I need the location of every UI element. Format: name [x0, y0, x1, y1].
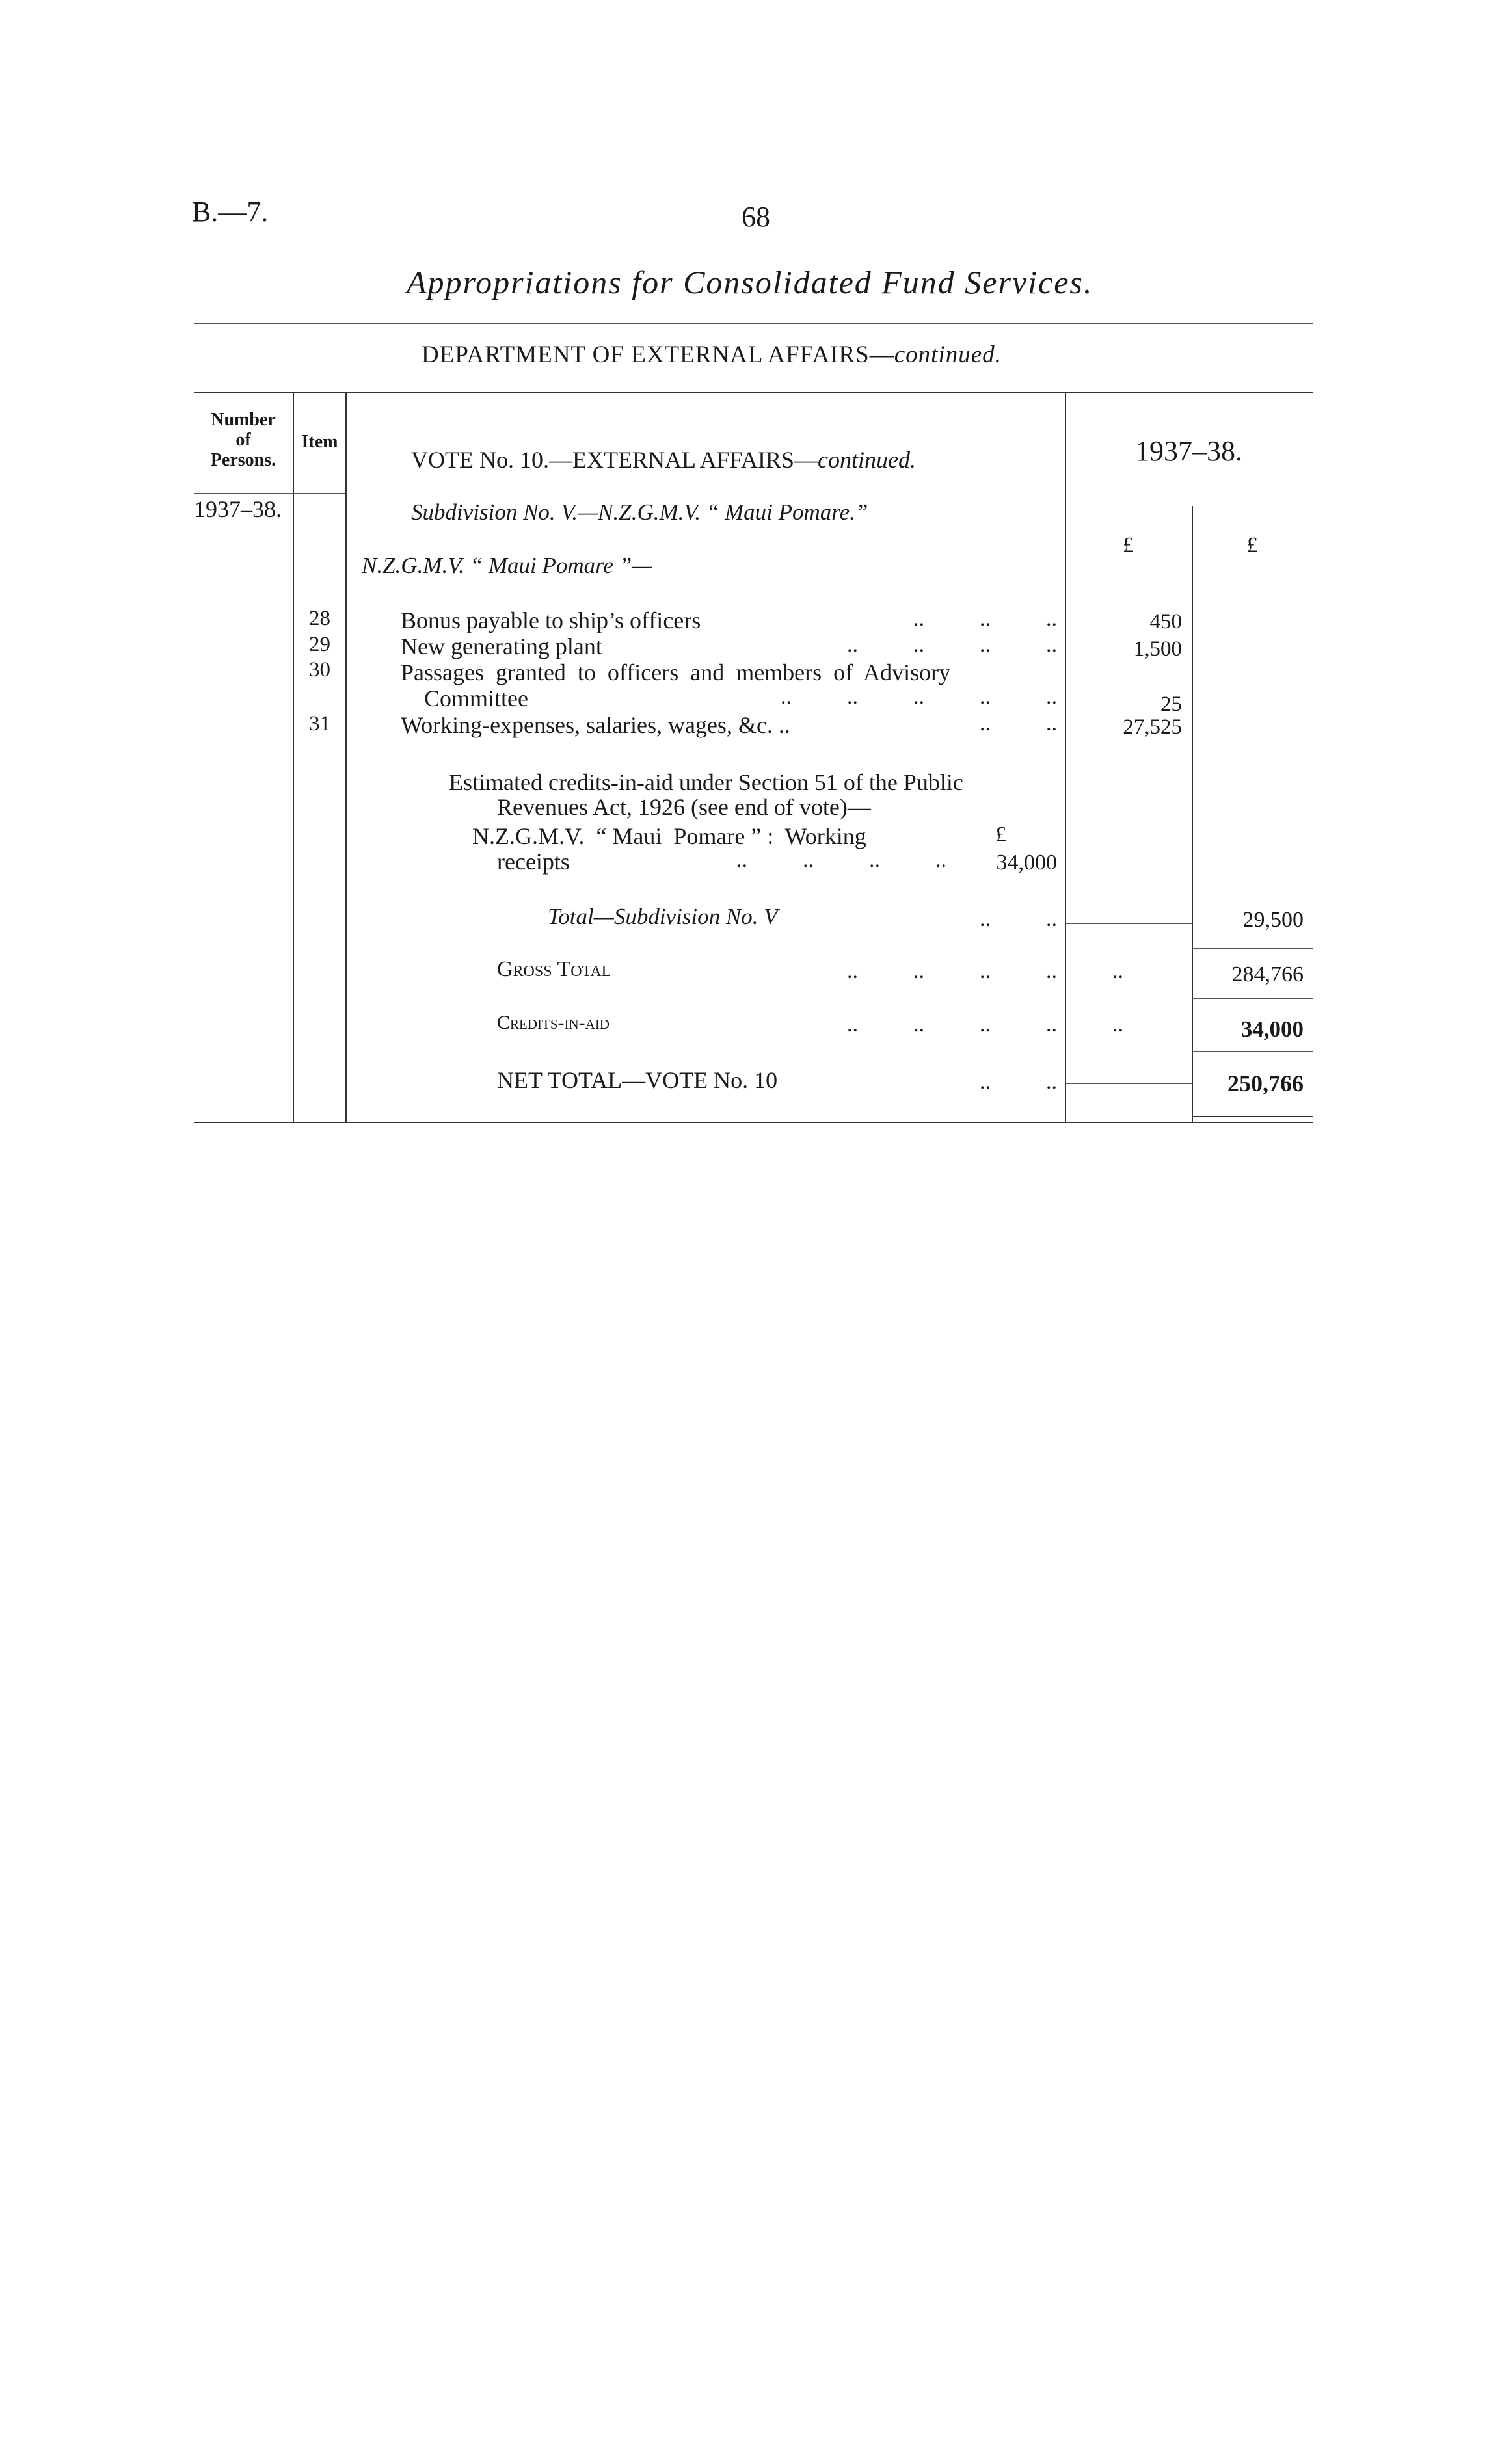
persons-header-rule: [194, 493, 345, 494]
table-top-rule: [194, 392, 1313, 393]
credits-in-aid-mid-dots: ..: [1112, 1013, 1123, 1037]
item-description: Bonus payable to ship’s officers: [401, 607, 701, 633]
leader-dots: .. .. ..: [913, 607, 1057, 631]
item-number: 31: [309, 712, 330, 735]
title-rule: [194, 323, 1313, 324]
page-title: Appropriations for Consolidated Fund Services.: [407, 264, 1093, 300]
leader-dots: .. ..: [980, 1070, 1057, 1094]
persons-column-header: [194, 410, 293, 470]
page-number: 68: [742, 201, 770, 233]
department-heading: [422, 341, 1002, 369]
col-divider-item-details: [345, 392, 347, 1122]
net-total-rule: [1065, 1083, 1192, 1084]
credits-in-aid-amount: 34,000: [1240, 1016, 1304, 1042]
item-number: 29: [309, 633, 330, 656]
subtotal-right-rule: [1192, 948, 1313, 949]
leader-dots: .. ..: [980, 711, 1057, 735]
department-suffix: continued.: [894, 341, 1002, 368]
subdivision-total-amount: 29,500: [1242, 908, 1304, 932]
credits-right-rule: [1192, 1051, 1313, 1052]
department-name: DEPARTMENT OF EXTERNAL AFFAIRS—: [422, 341, 894, 368]
year-column-header: 1937–38.: [1135, 435, 1242, 467]
vessel-group-heading: N.Z.G.M.V. “ Maui Pomare ”—: [362, 553, 652, 578]
credits-note-line: Revenues Act, 1926 (see end of vote)—: [497, 794, 871, 820]
net-double-rule: [1192, 1116, 1313, 1117]
subdivision-total-label: Total—Subdivision No. V: [548, 904, 778, 929]
col-divider-persons-item: [293, 392, 294, 1122]
gross-total-amount: 284,766: [1231, 962, 1304, 987]
net-total-label: NET TOTAL—VOTE No. 10: [497, 1067, 778, 1093]
item-amount: 1,500: [1133, 637, 1182, 661]
pound-sign-column-2: £: [1246, 533, 1258, 557]
col-divider-details-amounts: [1065, 392, 1066, 1122]
leader-dots: .. .. .. .. ..: [781, 685, 1057, 709]
table-bottom-rule: [194, 1122, 1313, 1123]
item-number: 30: [309, 658, 330, 682]
vote-title-suffix: continued.: [818, 447, 916, 473]
credits-note-amount: 34,000: [996, 851, 1057, 875]
vote-title-text: VOTE No. 10.—EXTERNAL AFFAIRS—: [411, 447, 818, 473]
persons-header-line: Number: [211, 410, 276, 430]
item-amount: 450: [1149, 610, 1182, 633]
item-number: 28: [309, 607, 330, 630]
item-amount: 27,525: [1123, 715, 1182, 739]
subtotal-rule: [1065, 923, 1192, 924]
document-reference: B.—7.: [192, 196, 269, 228]
net-total-amount: 250,766: [1227, 1070, 1304, 1096]
item-description: New generating plant: [401, 633, 602, 659]
gross-total-label: Gross Total: [497, 957, 611, 981]
gross-total-mid-dots: ..: [1112, 959, 1123, 983]
credits-in-aid-label: Credits-in-aid: [497, 1012, 610, 1033]
leader-dots: .. .. .. ..: [847, 1013, 1057, 1037]
credits-note-line: Estimated credits-in-aid under Section 51 of the Public: [449, 769, 963, 795]
subdivision-heading: Subdivision No. V.—N.Z.G.M.V. “ Maui Pomare.”: [411, 499, 868, 525]
vote-title: [411, 446, 916, 473]
leader-dots: .. .. .. ..: [847, 959, 1057, 983]
credits-note-unit: £: [995, 823, 1006, 847]
credits-note-line: N.Z.G.M.V. “ Maui Pomare ” : Working: [472, 823, 866, 849]
item-description: Working-expenses, salaries, wages, &c. ..: [401, 712, 790, 738]
pound-sign-column-1: £: [1123, 533, 1134, 557]
item-column-header: Item: [301, 432, 338, 452]
item-description-continued: Committee: [424, 685, 528, 711]
persons-header-line: Persons.: [210, 450, 276, 470]
leader-dots: .. .. .. ..: [736, 848, 946, 872]
leader-dots: .. .. .. ..: [847, 633, 1057, 657]
persons-header-line: of: [235, 430, 251, 450]
leader-dots: .. ..: [980, 907, 1057, 931]
persons-year: 1937–38.: [194, 496, 282, 522]
item-description: Passages granted to officers and members of Advisory: [401, 659, 951, 685]
item-amount: 25: [1160, 693, 1182, 716]
credits-note-line: receipts: [497, 849, 570, 875]
gross-right-rule: [1192, 998, 1313, 999]
